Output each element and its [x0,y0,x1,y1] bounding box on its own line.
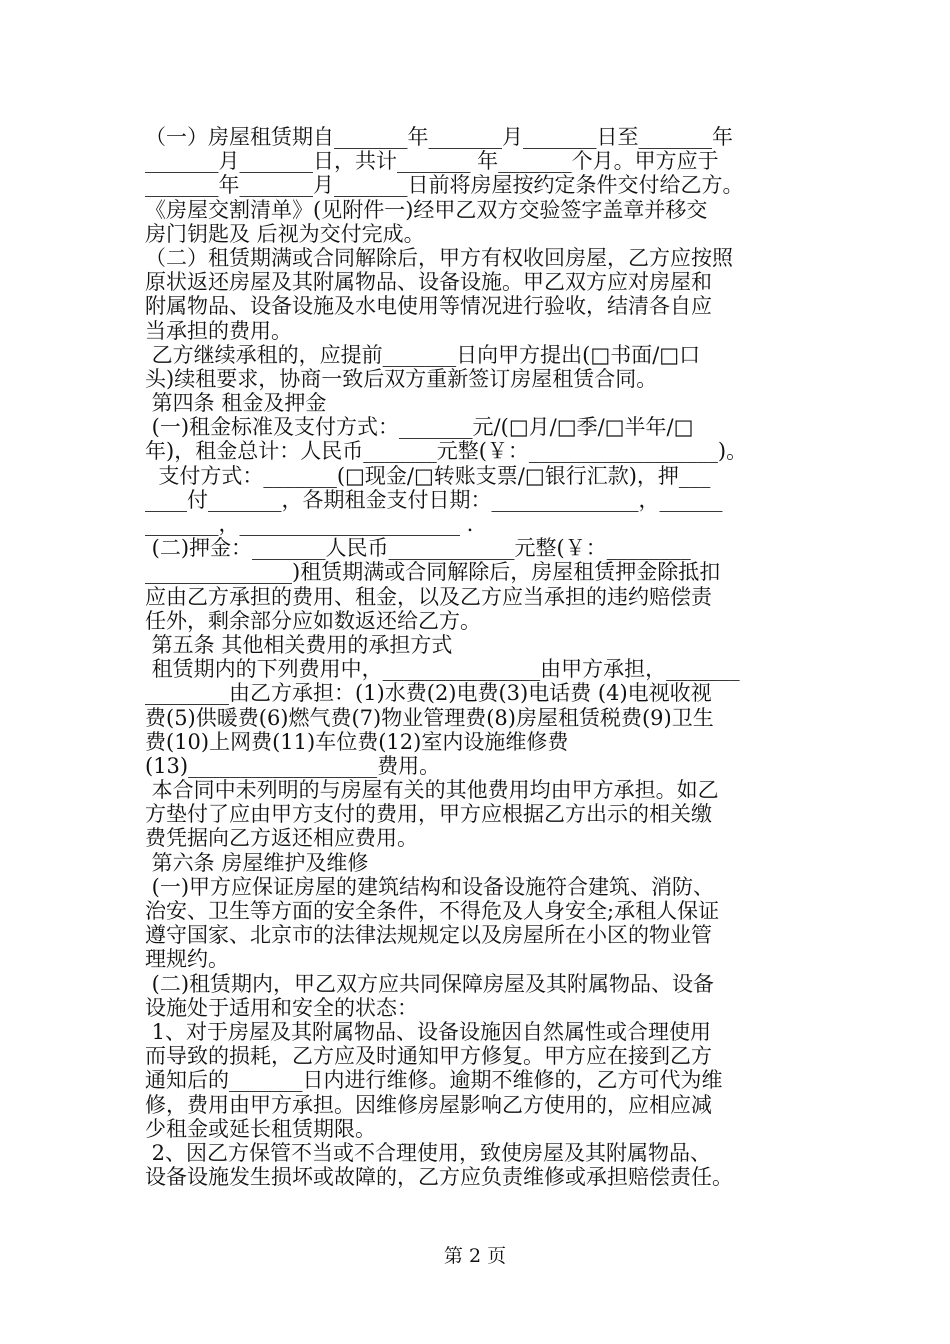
text-line: ________由乙方承担：(1)水费(2)电费(3)电话费 (4)电视收视 [145,681,712,706]
text-line: (一)甲方应保证房屋的建筑结构和设备设施符合建筑、消防、 [145,874,715,899]
text-line: 第六条 房屋维护及维修 [145,850,369,875]
text-line: 费凭据向乙方返还相应费用。 [145,826,418,851]
text-line: 设备设施发生损坏或故障的，乙方应负责维修或承担赔偿责任。 [145,1165,733,1190]
text-line: 方垫付了应由甲方支付的费用，甲方应根据乙方出示的相关缴 [145,802,712,827]
text-line: 第四条 租金及押金 [145,391,327,416]
text-line: （一）房屋租赁期自_______年_______月_______日至_______年 [145,125,733,149]
text-line: 1、对于房屋及其附属物品、设备设施因自然属性或合理使用 [145,1019,712,1044]
text-line: 理规约。 [145,947,229,972]
text-line: 治安、卫生等方面的安全条件，不得危及人身安全;承租人保证 [145,899,720,923]
text-line: 第五条 其他相关费用的承担方式 [145,632,453,657]
text-line: (二)租赁期内，甲乙双方应共同保障房屋及其附属物品、设备 [145,971,715,996]
document-body [145,125,815,1189]
text-line: (一)租金标准及支付方式：_______元/(□月/□季/□半年/□ [145,415,694,440]
text-line: ______________)租赁期满或合同解除后，房屋租赁押金除抵扣 [145,560,721,585]
text-line: 通知后的_______日内进行维修。逾期不维修的，乙方可代为维 [145,1068,723,1093]
page-number: 第 2 页 [443,1245,507,1267]
text-line: _______月_______日，共计_______ 年_______个月。甲方应于 [145,149,719,174]
text-line: 原状返还房屋及其附属物品、设备设施。甲乙双方应对房屋和 [145,270,712,295]
text-line: 遵守国家、北京市的法律法规规定以及房屋所在小区的物业管 [145,923,712,948]
text-line: 当承担的费用。 [145,318,292,343]
text-line: 支付方式：_______(□现金/□转账支票/□银行汇款)，押___ [145,463,711,488]
text-line: (13)__________________费用。 [145,753,441,778]
text-line: ____付_______，各期租金支付日期：______________，______ [145,487,723,512]
text-line: _______年_______月_______日前将房屋按约定条件交付给乙方。 [145,173,744,198]
text-line: （二）租赁期满或合同解除后，甲方有权收回房屋，乙方应按照 [145,245,733,270]
text-line: 而导致的损耗，乙方应及时通知甲方修复。甲方应在接到乙方 [145,1044,712,1069]
text-line: 费(5)供暖费(6)燃气费(7)物业管理费(8)房屋租赁税费(9)卫生 [145,705,714,730]
text-line: 费(10)上网费(11)车位费(12)室内设施维修费 [145,729,569,754]
text-line: 任外，剩余部分应如数返还给乙方。 [145,608,481,633]
text-line: 设施处于适用和安全的状态： [145,995,418,1020]
text-line: 修，费用由甲方承担。因维修房屋影响乙方使用的，应相应减 [145,1092,712,1117]
text-line: 应由乙方承担的费用、租金，以及乙方应当承担的违约赔偿责 [145,584,712,609]
text-line: 少租金或延长租赁期限。 [145,1116,376,1141]
text-line: 年)，租金总计：人民币_______元整(￥：__________________)。 [145,439,748,464]
text-line: 附属物品、设备设施及水电使用等情况进行验收，结清各自应 [145,294,712,319]
text-line: 2、因乙方保管不当或不合理使用，致使房屋及其附属物品、 [145,1140,712,1165]
text-line: 乙方继续承租的，应提前_______日向甲方提出(□书面/□口 [145,342,701,367]
text-line: 头)续租要求，协商一致后双方重新签订房屋租赁合同。 [145,366,658,391]
text-line: _______，_____________________ . [145,512,474,536]
text-line: (二)押金：_______人民币____________元整(￥：________ [145,536,691,561]
text-line: 本合同中未列明的与房屋有关的其他费用均由甲方承担。如乙 [145,778,719,803]
text-line: 租赁期内的下列费用中，_______________由甲方承担，_______ [145,657,740,682]
text-line: 房门钥匙及 后视为交付完成。 [145,221,425,246]
text-line: 《房屋交割清单》(见附件一)经甲乙双方交验签字盖章并移交 [145,197,708,222]
